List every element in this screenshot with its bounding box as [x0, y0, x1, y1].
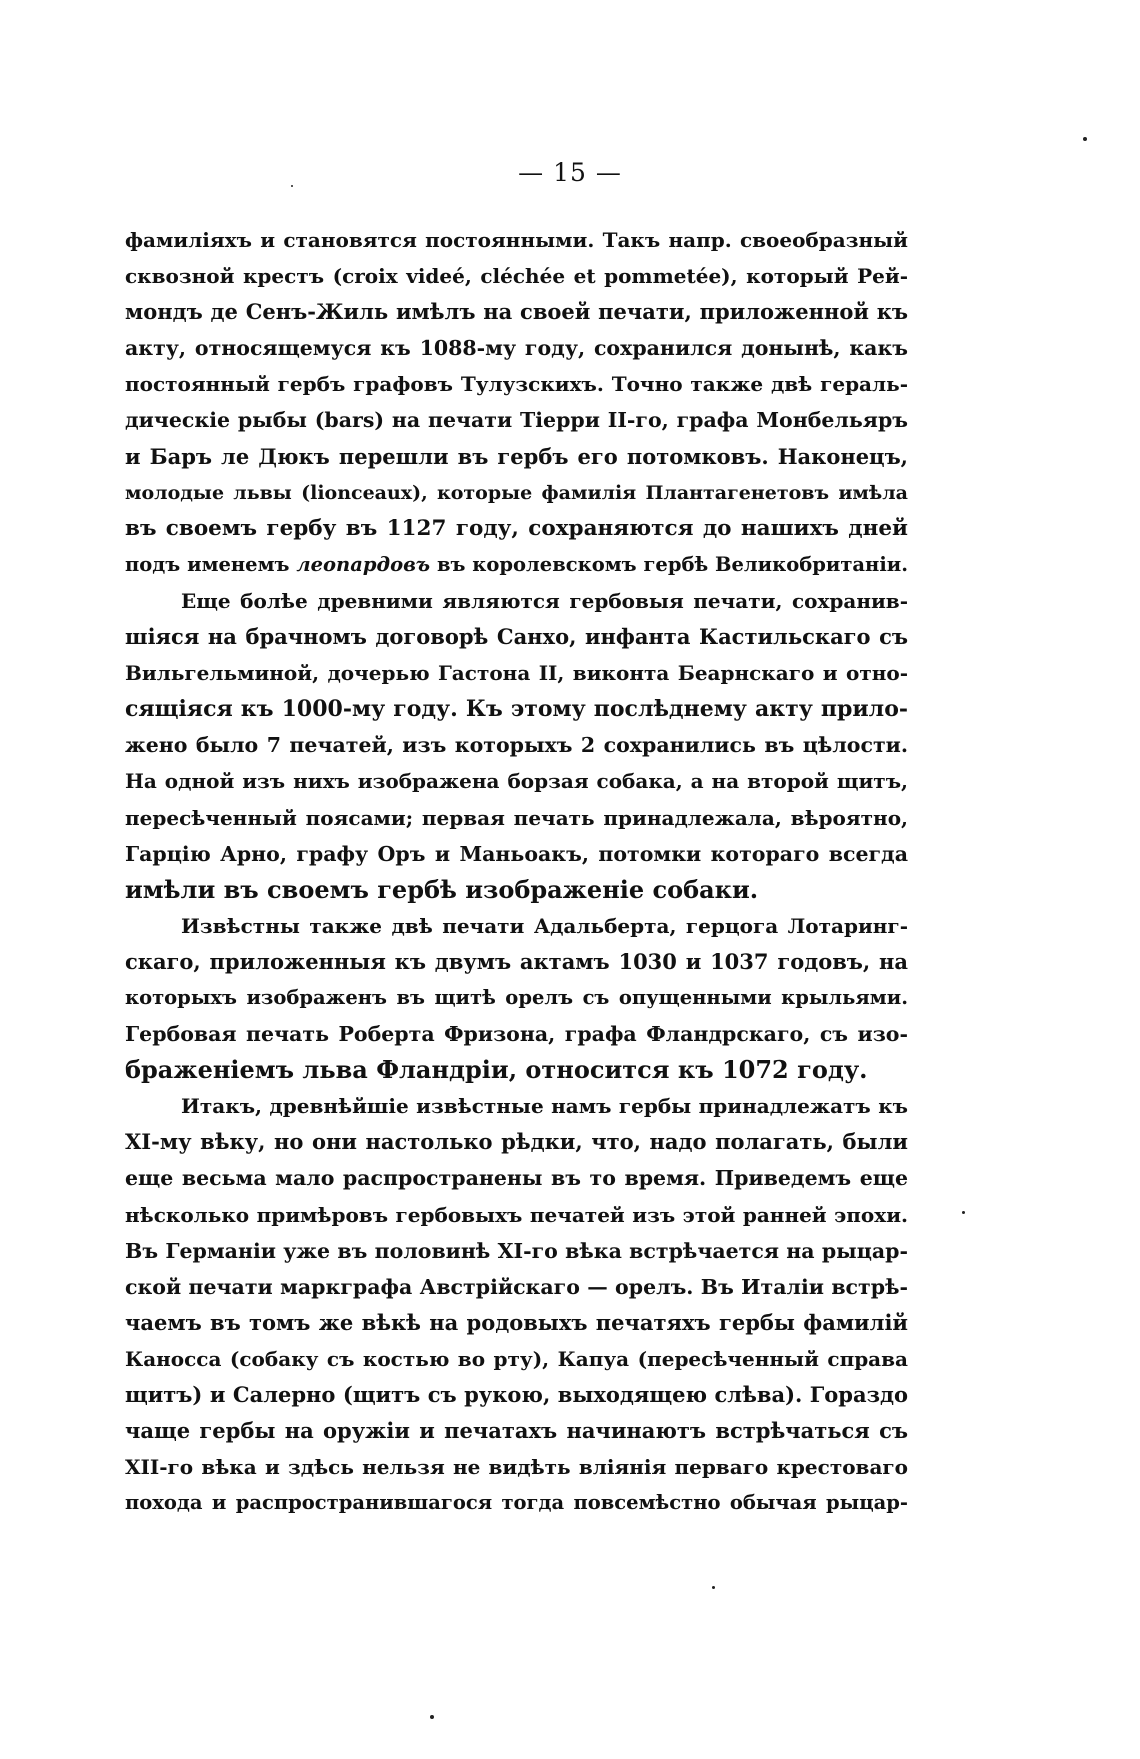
- text-line: постоянный гербъ графовъ Тулузскихъ. Точно также двѣ гераль-: [125, 372, 908, 397]
- text-line: чаемъ въ томъ же вѣкѣ на родовыхъ печатяхъ гербы фамилій: [125, 1309, 908, 1335]
- text-line: Каносса (собаку съ костью во рту), Капуа (пересѣченный справа: [125, 1346, 908, 1371]
- text-line: Въ Германіи уже въ половинѣ XI-го вѣка встрѣчается на рыцар-: [125, 1238, 908, 1263]
- scan-speck: [712, 1586, 715, 1589]
- paragraph-1: [125, 222, 908, 583]
- text-segment: подъ именемъ: [125, 552, 290, 576]
- paragraph-3: [125, 908, 908, 1088]
- text-line-mixed: [125, 547, 908, 583]
- paragraph-2: [125, 583, 908, 908]
- text-line: Гарцію Арно, графу Оръ и Маньоакъ, потомки котораго всегда: [125, 841, 908, 866]
- text-line: Еще болѣе древними являются гербовыя печати, сохранив-: [181, 588, 908, 613]
- text-line: XII-го вѣка и здѣсь нельзя не видѣть вліянія перваго крестоваго: [125, 1455, 908, 1480]
- text-line: мондъ де Сенъ-Жиль имѣлъ на своей печати, приложенной къ: [125, 299, 908, 325]
- text-line: щитъ) и Салерно (щитъ съ рукою, выходящею слѣва). Гораздо: [125, 1382, 908, 1407]
- text-line: шіяся на брачномъ договорѣ Санхо, инфанта Кастильскаго съ: [125, 624, 908, 650]
- text-line: XI-му вѣку, но они настолько рѣдки, что, надо полагать, были: [125, 1129, 908, 1155]
- text-line: жено было 7 печатей, изъ которыхъ 2 сохранились въ цѣлости.: [125, 733, 908, 758]
- scan-speck: [291, 185, 293, 187]
- text-line: Вильгельминой, дочерью Гастона II, виконта Беарнскаго и отно-: [125, 661, 908, 686]
- text-line: нѣсколько примѣровъ гербовыхъ печатей изъ этой ранней эпохи.: [125, 1202, 908, 1227]
- text-line: сящіяся къ 1000-му году. Къ этому послѣднему акту прило-: [125, 696, 908, 723]
- page-number: — 15 —: [518, 158, 622, 187]
- scan-speck: [1083, 137, 1087, 141]
- text-line: пересѣченный поясами; первая печать принадлежала, вѣроятно,: [125, 805, 908, 830]
- text-line: Итакъ, древнѣйшіе извѣстные намъ гербы принадлежатъ къ: [181, 1094, 908, 1119]
- text-line: На одной изъ нихъ изображена борзая собака, а на второй щитъ,: [125, 769, 908, 794]
- text-line: браженіемъ льва Фландріи, относится къ 1072 году.: [125, 1055, 868, 1085]
- text-line: имѣли въ своемъ гербѣ изображеніе собаки.: [125, 874, 759, 904]
- body-text: [125, 222, 908, 1521]
- text-line: скаго, приложенныя къ двумъ актамъ 1030 и 1037 годовъ, на: [125, 948, 908, 974]
- text-line: Гербовая печать Роберта Фризона, графа Фландрскаго, съ изо-: [125, 1022, 908, 1047]
- text-line: Извѣстны также двѣ печати Адальберта, герцога Лотаринг-: [181, 913, 908, 938]
- text-line: чаще гербы на оружіи и печатахъ начинаютъ встрѣчаться съ: [125, 1418, 908, 1444]
- text-line: которыхъ изображенъ въ щитѣ орелъ съ опущенными крыльями.: [125, 985, 908, 1009]
- text-line: еще весьма мало распространены въ то время. Приведемъ еще: [125, 1166, 908, 1191]
- scan-speck: [430, 1715, 434, 1719]
- text-line: молодые львы (lionceaux), которые фамилія Плантагенетовъ имѣла: [125, 481, 908, 504]
- text-line: въ своемъ гербу въ 1127 году, сохраняются до нашихъ дней: [125, 515, 908, 541]
- text-line: фамиліяхъ и становятся постоянными. Такъ напр. своеобразный: [125, 228, 908, 252]
- text-line: дическіе рыбы (bars) на печати Тіерри II-го, графа Монбельяръ: [125, 408, 908, 433]
- text-line: акту, относящемуся къ 1088-му году, сохранился донынѣ, какъ: [125, 336, 908, 361]
- paragraph-4: [125, 1088, 908, 1521]
- text-segment: въ королевскомъ гербѣ Великобританіи.: [436, 552, 908, 576]
- scan-speck: [962, 1211, 965, 1214]
- italic-term: леопардовъ: [296, 552, 431, 576]
- text-line: похода и распространившагося тогда повсемѣстно обычая рыцар-: [125, 1491, 908, 1515]
- text-line: и Баръ ле Дюкъ перешли въ гербъ его потомковъ. Наконецъ,: [125, 443, 908, 469]
- text-line: сквозной крестъ (croix videé, cléchée et pommetée), который Рей-: [125, 264, 908, 289]
- text-line: ской печати маркграфа Австрійскаго — орелъ. Въ Италіи встрѣ-: [125, 1274, 908, 1299]
